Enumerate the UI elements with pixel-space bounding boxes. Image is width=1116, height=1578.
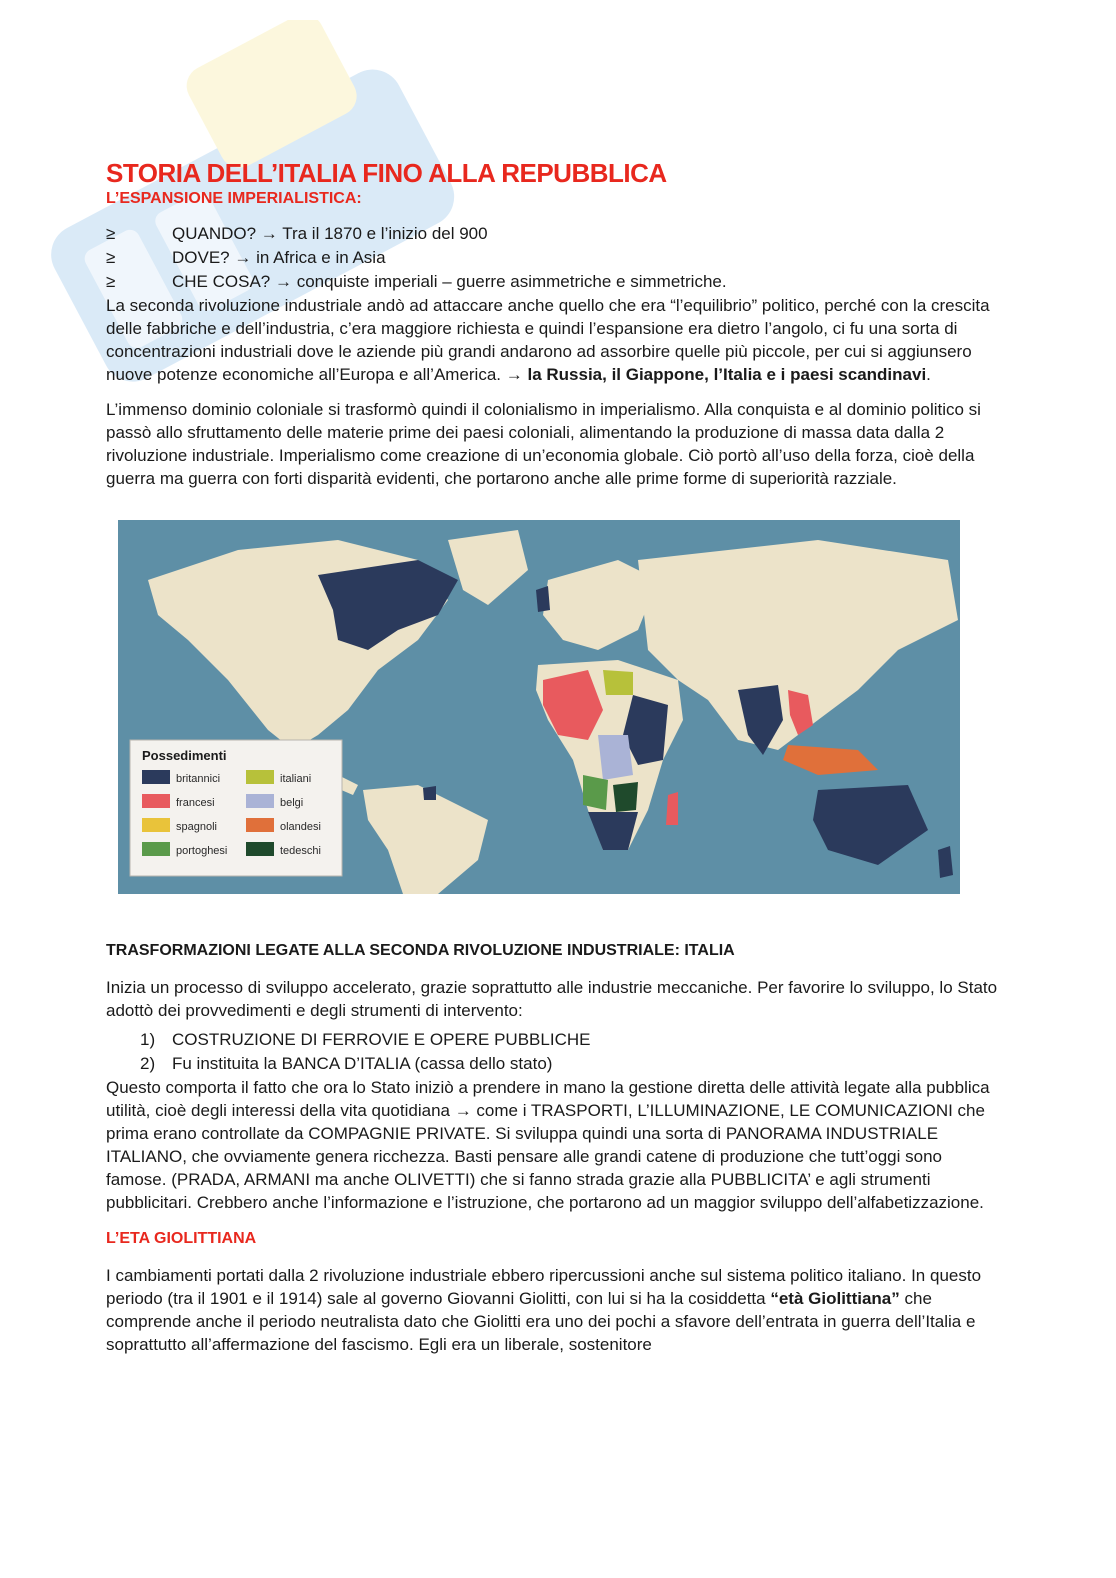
section-heading: L’ETA GIOLITTIANA — [106, 1230, 257, 1247]
paragraph: I cambiamenti portati dalla 2 rivoluzione industriale ebbero ripercussioni anche sul sistema politico italiano. In questo periodo (tra il 1901 e il 1914) sale al governo Giovanni Giolitti, con lui si ha la cosiddetta “età Giolittiana” che comprende anche il periodo neutralista dato che Giolitti era uno dei pochi a sfavore dell’entrata in guerra dell’Italia e soprattutto all’affermazione del fascismo. Egli era un liberale, sostenitore — [106, 1266, 982, 1354]
legend-swatch-tedeschi — [246, 842, 274, 856]
legend-swatch-spagnoli — [142, 818, 170, 832]
bullet-marker: ≥ — [106, 248, 116, 267]
paragraph: Inizia un processo di sviluppo accelerato, grazie soprattutto alle industrie meccaniche. Per favorire lo sviluppo, lo Stato adottò dei provvedimenti e degli strumenti di intervento: — [106, 978, 998, 1020]
list-item: ≥ CHE COSA? → conquiste imperiali – guerre asimmetriche e simmetriche. — [106, 270, 1006, 294]
legend-label-francesi: francesi — [176, 797, 215, 809]
legend-swatch-olandesi — [246, 818, 274, 832]
bullet-marker: ≥ — [106, 224, 116, 243]
legend-swatch-italiani — [246, 770, 274, 784]
document-page — [106, 156, 1006, 1356]
angola-portuguese — [583, 775, 608, 810]
legend-label-britannici: britannici — [176, 773, 221, 785]
world-map-figure — [118, 520, 960, 894]
legend-title: Possedimenti — [142, 748, 227, 763]
legend-label-spagnoli: spagnoli — [176, 821, 217, 833]
legend-label-tedeschi: tedeschi — [280, 845, 321, 857]
congo-belgian — [598, 735, 633, 780]
map-legend — [130, 740, 342, 876]
britain — [536, 586, 550, 612]
numbered-list — [106, 1028, 1006, 1076]
document-title: STORIA DELL’ITALIA FINO ALLA REPUBBLICA — [106, 158, 667, 188]
paragraph: Questo comporta il fatto che ora lo Stato iniziò a prendere in mano la gestione diretta delle attività legate alla pubblica utilità, cioè degli interessi della vita quotidiana → come i TRASPORTI, L’ILLUMINAZIONE, LE COMUNICAZIONI che prima erano controllate da COMPAGNIE PRIVATE. Si sviluppa quindi una sorta di PANORAMA INDUSTRIALE ITALIANO, che ovviamente genera ricchezza. Basti pensare alle grandi catene di produzione che tutt’oggi sono famose. (PRADA, ARMANI ma anche OLIVETTI) che si fanno strada grazie alla PUBBLICITA’ e agli strumenti pubblicitari. Crebbero anche l’informazione e l’istruzione, che portarono ad un maggior sviluppo dell’alfabetizzazione. — [106, 1078, 990, 1212]
legend-label-olandesi: olandesi — [280, 821, 321, 833]
legend-swatch-belgi — [246, 794, 274, 808]
guiana-british — [423, 786, 436, 800]
legend-swatch-francesi — [142, 794, 170, 808]
paragraph: La seconda rivoluzione industriale andò ad attaccare anche quello che era “l’equilibrio” politico, perché con la crescita delle fabbriche e dell’industria, c’era maggiore richiesta e quindi l’espansione era dietro l’angolo, ci fu una sorta di concentrazioni industriali dove le aziende più grandi andarono ad assorbire quelle più piccole, per cui si aggiunsero nuove potenze economiche all’Europa e all’America. → la Russia, il Giappone, l’Italia e i paesi scandinavi. — [106, 296, 990, 384]
bullet-marker: ≥ — [106, 272, 116, 291]
legend-label-italiani: italiani — [280, 773, 312, 785]
list-item: ≥ DOVE? → in Africa e in Asia — [106, 246, 1006, 270]
legend-swatch-portoghesi — [142, 842, 170, 856]
list-item: ≥ QUANDO? → Tra il 1870 e l’inizio del 900 — [106, 222, 1006, 246]
legend-label-belgi: belgi — [280, 797, 304, 809]
legend-label-portoghesi: portoghesi — [176, 845, 228, 857]
bullet-list — [106, 222, 1006, 294]
legend-swatch-britannici — [142, 770, 170, 784]
list-item: 2) Fu instituita la BANCA D’ITALIA (cassa dello stato) — [140, 1054, 553, 1073]
german-africa — [613, 782, 638, 812]
section-subtitle: L’ESPANSIONE IMPERIALISTICA: — [106, 190, 362, 207]
north-africa-italian — [603, 670, 633, 695]
list-item: 1) COSTRUZIONE DI FERROVIE E OPERE PUBBLICHE — [140, 1030, 591, 1049]
paragraph: L’immenso dominio coloniale si trasformò quindi il colonialismo in imperialismo. Alla conquista e al dominio politico si passò allo sfruttamento delle materie prime dei paesi coloniali, alimentando la produzione di massa data dalla 2 rivoluzione industriale. Imperialismo come creazione di un’economia globale. Ciò portò all’uso della forza, cioè della guerra ma guerra con forti disparità evidenti, che portarono anche alle prime forme di superiorità razziale. — [106, 400, 981, 488]
section-heading: TRASFORMAZIONI LEGATE ALLA SECONDA RIVOLUZIONE INDUSTRIALE: ITALIA — [106, 942, 735, 959]
